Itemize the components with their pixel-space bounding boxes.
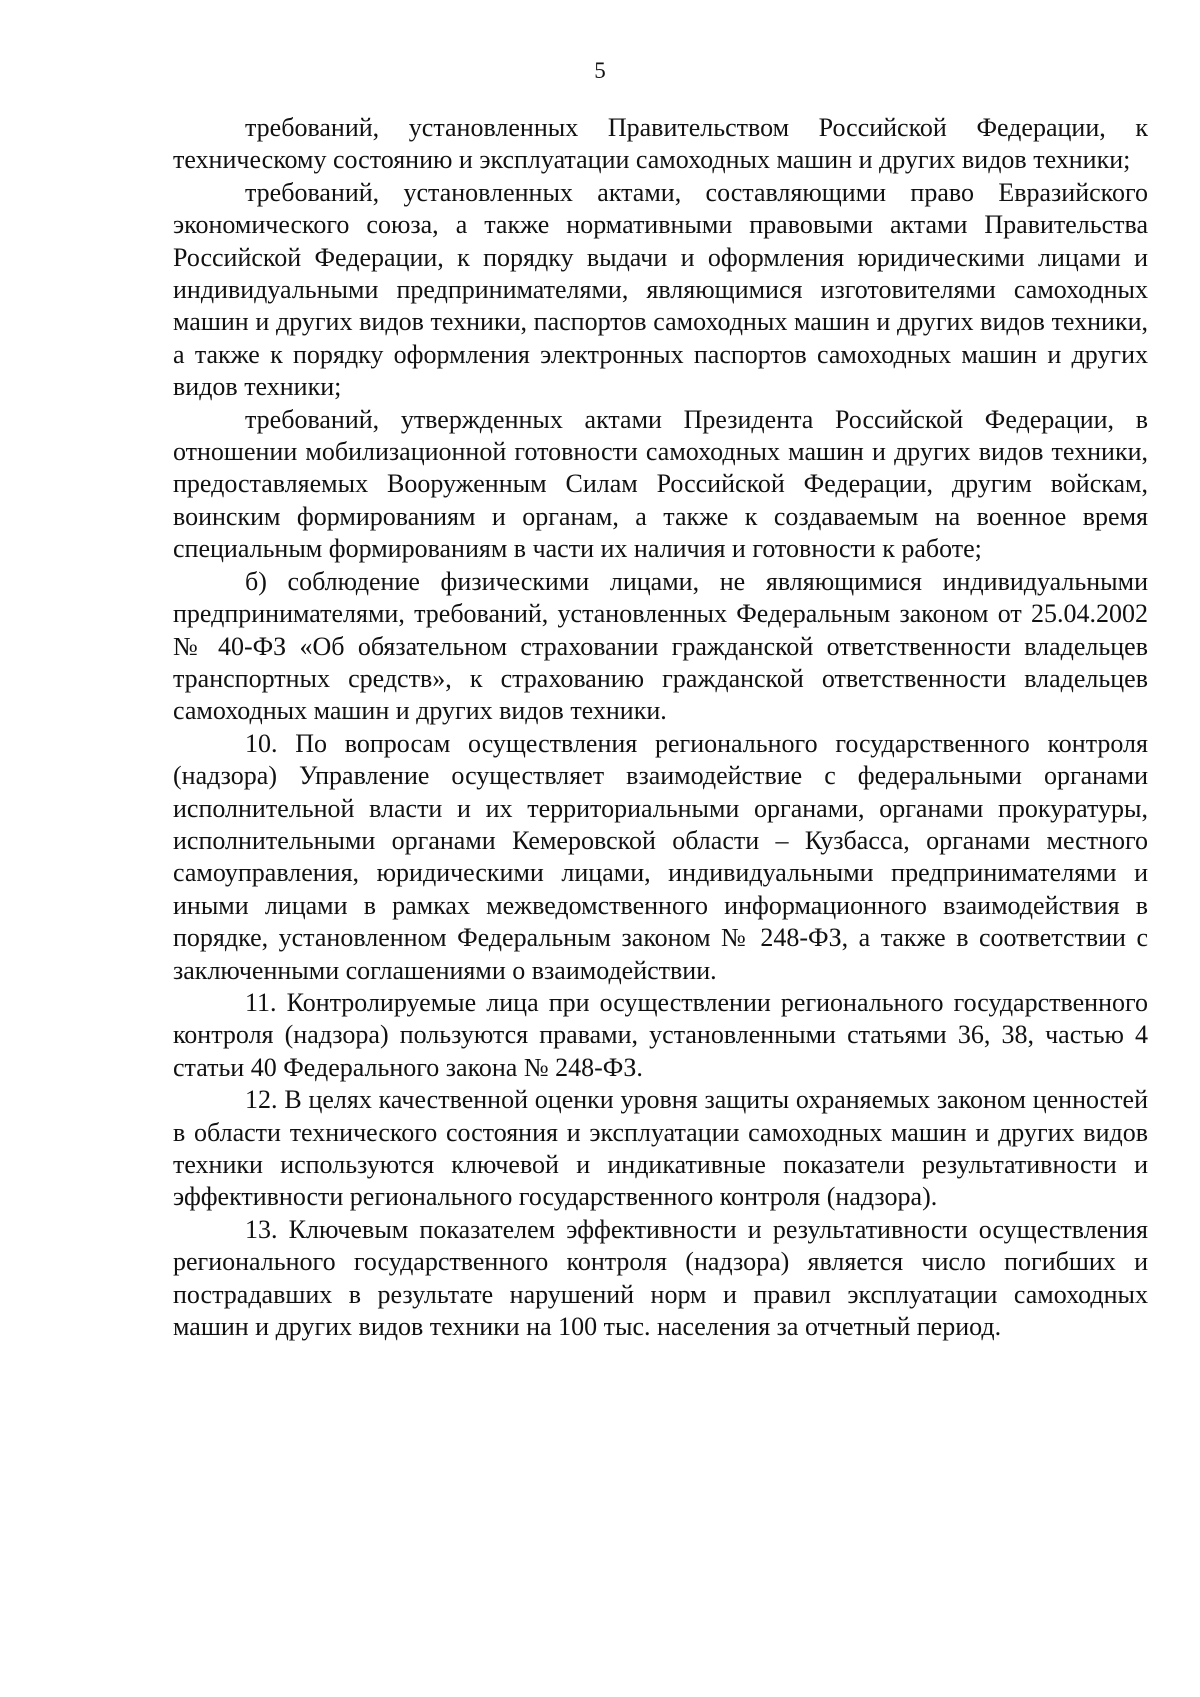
paragraph: 10. По вопросам осуществления регионального государственного контроля (надзора) Управление осуществляет взаимодействие с федеральными органами исполнительной власти и их территориальными органами, органами прокуратуры, исполнительными органами Кемеровской области – Кузбасса, органами местного самоуправления, юридическими лицами, индивидуальными предпринимателями и иными лицами в рамках межведомственного информационного взаимодействия в порядке, установленном Федеральным законом № 248-ФЗ, а также в соответствии с заключенными соглашениями о взаимодействии. xyxy=(173,728,1148,985)
paragraph: требований, утвержденных актами Президента Российской Федерации, в отношении мобилизационной готовности самоходных машин и других видов техники, предоставляемых Вооруженным Силам Российской Федерации, другим войскам, воинским формированиям и органам, а также к создаваемым на военное время специальным формированиям в части их наличия и готовности к работе; xyxy=(173,404,1148,564)
paragraph: 12. В целях качественной оценки уровня защиты охраняемых законом ценностей в области технического состояния и эксплуатации самоходных машин и других видов техники используются ключевой и индикативные показатели результативности и эффективности регионального государственного контроля (надзора). xyxy=(173,1085,1148,1212)
paragraph: требований, установленных актами, составляющими право Евразийского экономического союза, а также нормативными правовыми актами Правительства Российской Федерации, к порядку выдачи и оформления юридическими лицами и индивидуальными предпринимателями, являющимися изготовителями самоходных машин и других видов техники, паспортов самоходных машин и других видов техники, а также к порядку оформления электронных паспортов самоходных машин и других видов техники; xyxy=(173,177,1148,402)
paragraph: требований, установленных Правительством Российской Федерации, к техническому состоянию и эксплуатации самоходных машин и других видов техники; xyxy=(173,113,1148,175)
page-number: 5 xyxy=(594,58,606,83)
paragraph: 11. Контролируемые лица при осуществлении регионального государственного контроля (надзора) пользуются правами, установленными статьями 36, 38, частью 4 статьи 40 Федерального закона № 248-ФЗ. xyxy=(173,987,1148,1082)
document-body xyxy=(173,112,1148,1343)
paragraph: б) соблюдение физическими лицами, не являющимися индивидуальными предпринимателями, требований, установленных Федеральным законом от 25.04.2002 № 40-ФЗ «Об обязательном страховании гражданской ответственности владельцев транспортных средств», к страхованию гражданской ответственности владельцев самоходных машин и других видов техники. xyxy=(173,566,1148,726)
paragraph: 13. Ключевым показателем эффективности и результативности осуществления регионального государственного контроля (надзора) является число погибших и пострадавших в результате нарушений норм и правил эксплуатации самоходных машин и других видов техники на 100 тыс. населения за отчетный период. xyxy=(173,1214,1148,1342)
